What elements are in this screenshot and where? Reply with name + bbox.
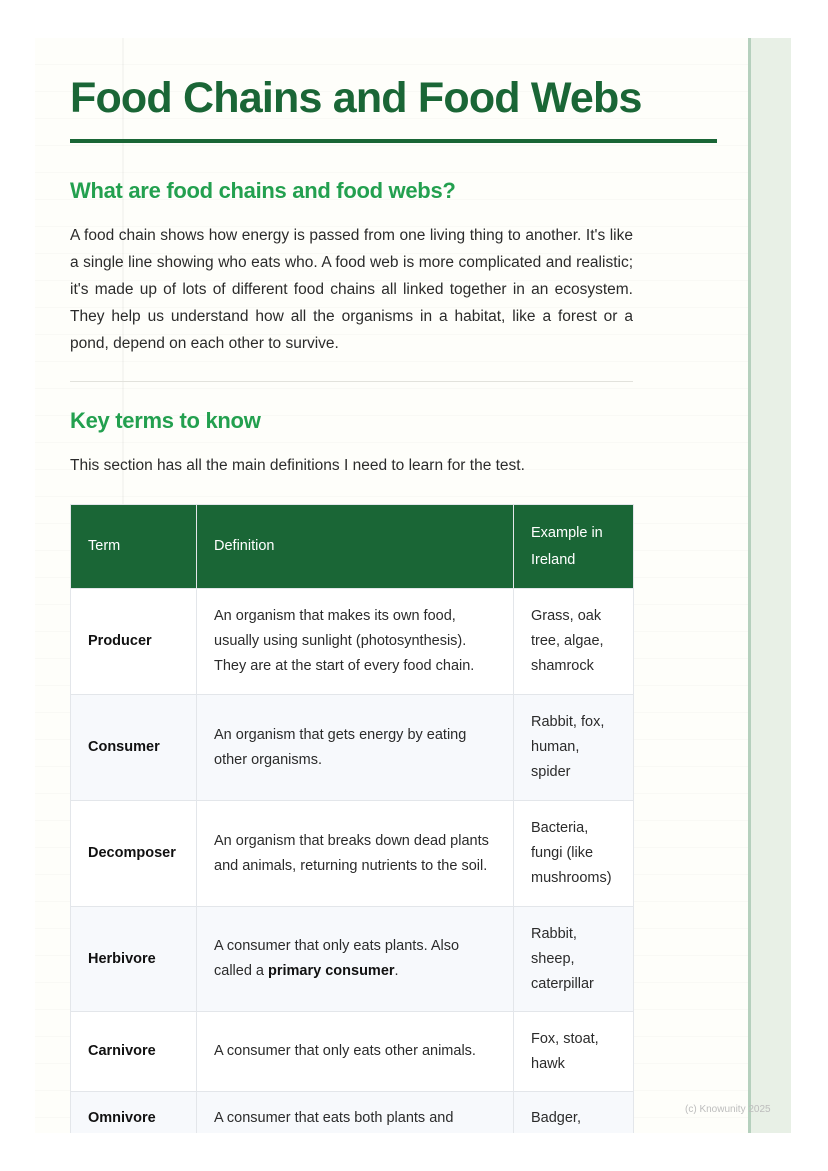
table-row — [71, 907, 634, 1012]
document-page — [35, 38, 791, 1133]
term-cell: Carnivore — [71, 1012, 197, 1092]
table-header: Term — [71, 505, 197, 589]
table-row — [71, 695, 634, 801]
table-row — [71, 1012, 634, 1092]
title-underline — [70, 139, 717, 143]
term-cell: Consumer — [71, 695, 197, 801]
definition-cell: An organism that makes its own food, usually using sunlight (photosynthesis). They are at the start of every food chain. — [197, 589, 514, 695]
definition-text: A consumer that only eats plants. Also called a — [214, 938, 460, 979]
page-title: Food Chains and Food Webs — [70, 74, 642, 122]
table-header: Definition — [197, 505, 514, 589]
table-header: Example in Ireland — [514, 505, 634, 589]
section-heading: What are food chains and food webs? — [70, 178, 456, 203]
definition-cell: An organism that breaks down dead plants and animals, returning nutrients to the soil. — [197, 801, 514, 907]
table-row — [71, 801, 634, 907]
example-cell: Grass, oak tree, algae, shamrock — [514, 589, 634, 695]
definition-cell — [197, 907, 514, 1012]
table-row — [71, 589, 634, 695]
example-cell: Rabbit, sheep, caterpillar — [514, 907, 634, 1012]
definition-cell: A consumer that only eats other animals. — [197, 1012, 514, 1092]
term-cell: Decomposer — [71, 801, 197, 907]
divider — [70, 381, 633, 382]
example-cell: Bacteria, fungi (like mushrooms) — [514, 801, 634, 907]
section-body: This section has all the main definitions I need to learn for the test. — [70, 457, 525, 474]
key-terms-table — [70, 504, 634, 1133]
section-body: A food chain shows how energy is passed from one living thing to another. It's like a single line showing who eats who. A food web is more complicated and realistic; it's made up of lots of different food chains all linked together in an ecosystem. They help us understand how all the organisms in a habitat, like a forest or a pond, depend on each other to survive. — [70, 227, 633, 352]
definition-end: . — [394, 963, 399, 979]
example-cell: Fox, stoat, hawk — [514, 1012, 634, 1092]
term-cell: Producer — [71, 589, 197, 695]
term-cell: Herbivore — [71, 907, 197, 1012]
example-cell: Badger, — [514, 1092, 634, 1134]
definition-cell: An organism that gets energy by eating other organisms. — [197, 695, 514, 801]
definition-cell: A consumer that eats both plants and — [197, 1092, 514, 1134]
section-heading: Key terms to know — [70, 408, 261, 433]
copyright-footer: (c) Knowunity 2025 — [685, 1104, 771, 1115]
term-cell: Omnivore — [71, 1092, 197, 1134]
definition-bold: primary consumer — [268, 963, 395, 979]
table-row — [71, 1092, 634, 1134]
side-strip — [748, 38, 791, 1133]
example-cell: Rabbit, fox, human, spider — [514, 695, 634, 801]
